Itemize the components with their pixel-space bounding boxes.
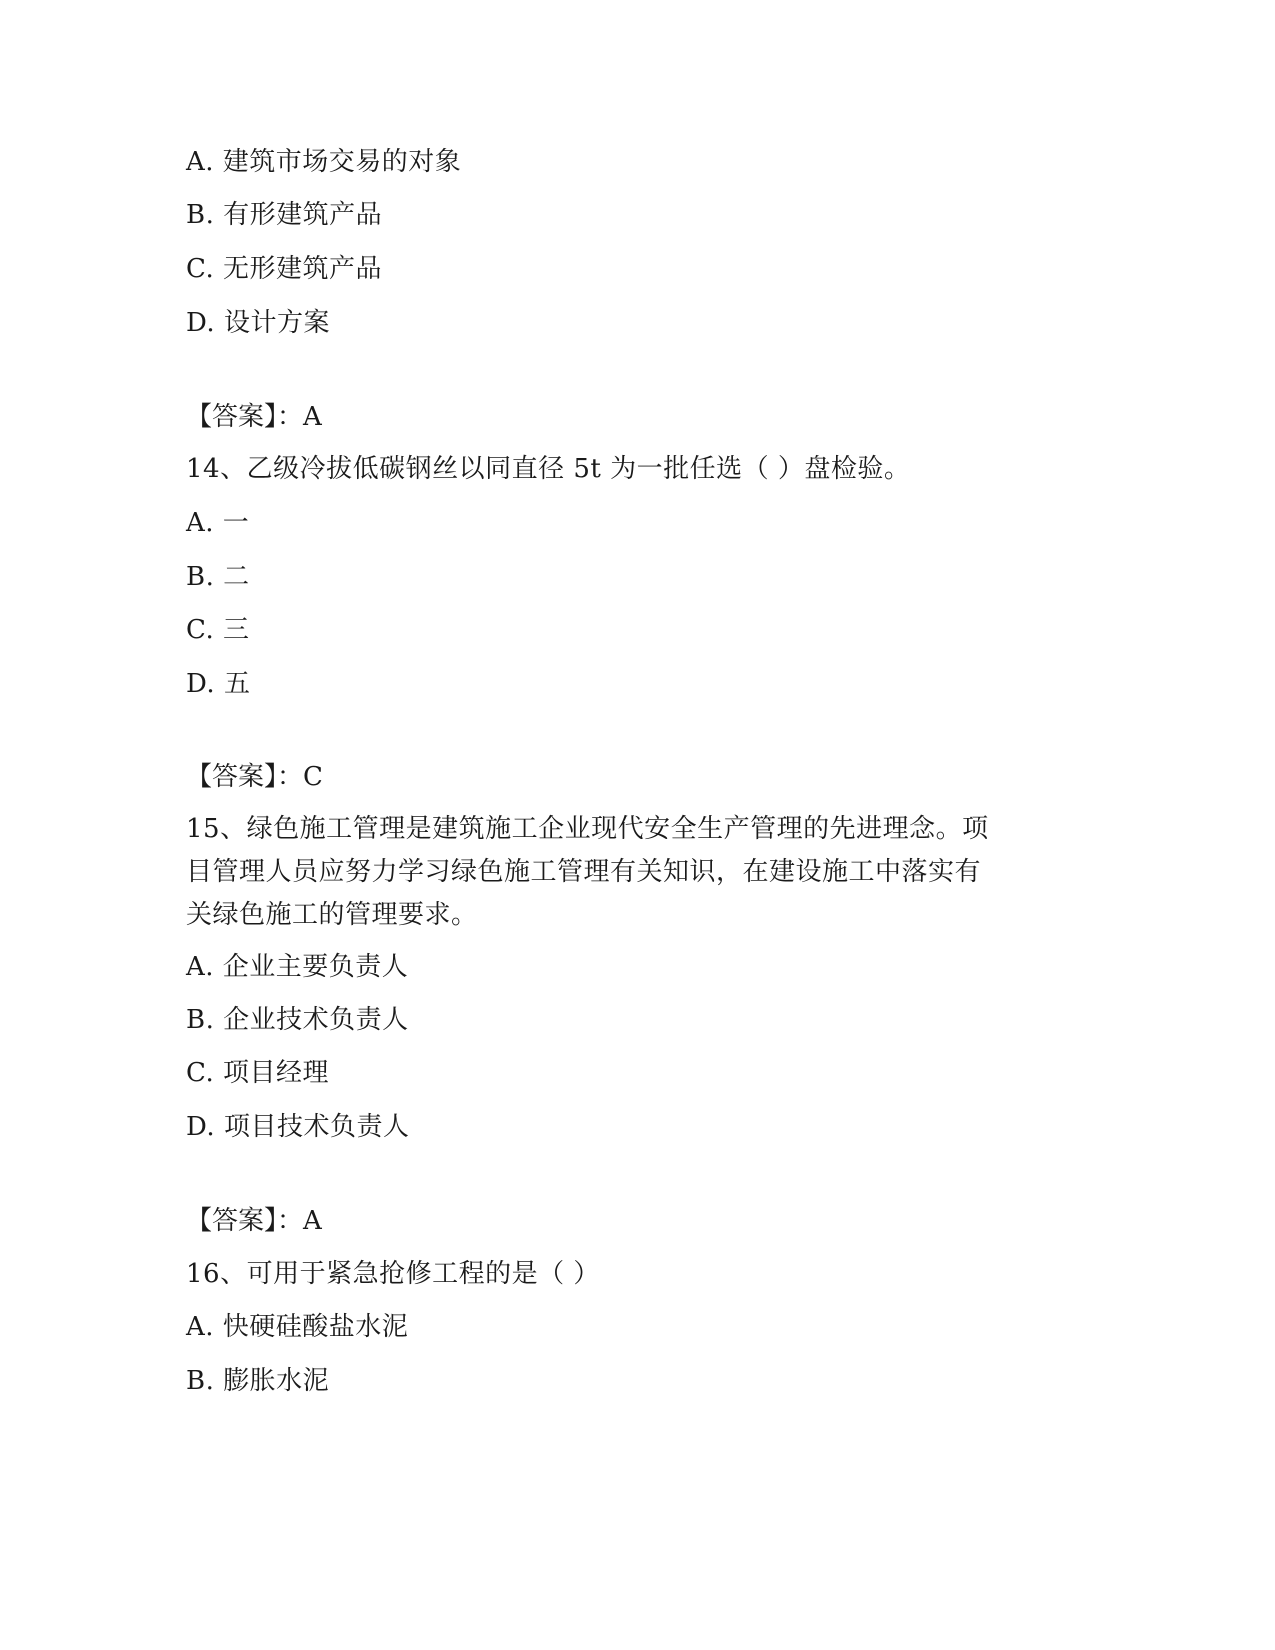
option-c: C. 无形建筑产品 (186, 254, 382, 284)
question-15-line-2: 目管理人员应努力学习绿色施工管理有关知识，在建设施工中落实有 (186, 857, 982, 887)
answer-line: 【答案】：A (186, 402, 322, 432)
q14-option-b: B. 二 (186, 562, 250, 592)
q14-option-c: C. 三 (186, 615, 250, 645)
question-15-line-1: 15、绿色施工管理是建筑施工企业现代安全生产管理的先进理念。项 (186, 814, 989, 844)
q15-option-d: D. 项目技术负责人 (186, 1112, 410, 1142)
option-b: B. 有形建筑产品 (186, 200, 383, 230)
q15-option-b: B. 企业技术负责人 (186, 1005, 409, 1035)
q15-option-a: A. 企业主要负责人 (186, 952, 409, 982)
question-14-text: 14、乙级冷拔低碳钢丝以同直径 5t 为一批任选（ ）盘检验。 (186, 454, 911, 484)
q16-option-b: B. 膨胀水泥 (186, 1366, 330, 1396)
q14-option-d: D. 五 (186, 669, 251, 699)
q14-answer: 【答案】：C (186, 762, 323, 792)
q16-option-a: A. 快硬硅酸盐水泥 (186, 1312, 409, 1342)
q15-option-c: C. 项目经理 (186, 1058, 329, 1088)
q15-answer: 【答案】：A (186, 1206, 322, 1236)
question-16-text: 16、可用于紧急抢修工程的是（ ） (186, 1259, 600, 1289)
question-15-line-3: 关绿色施工的管理要求。 (186, 900, 478, 930)
q14-option-a: A. 一 (186, 508, 250, 538)
option-a: A. 建筑市场交易的对象 (186, 147, 462, 177)
option-d: D. 设计方案 (186, 308, 330, 338)
